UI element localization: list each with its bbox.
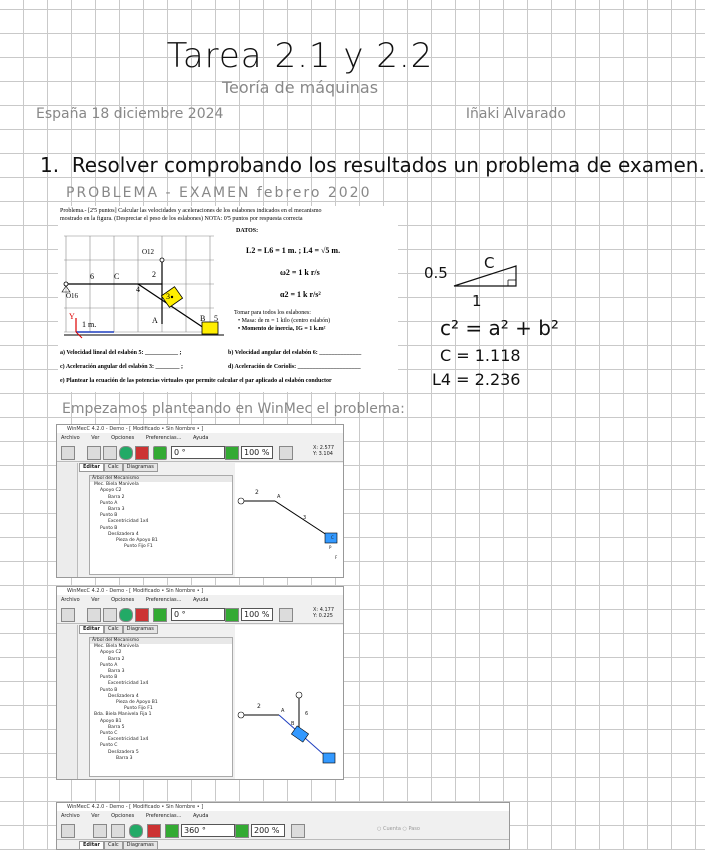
window-title: WinMecC 4.2.0 - Demo - [ Modificado • Sin Nombre • ] <box>57 587 343 595</box>
menu-ver[interactable]: Ver <box>91 435 100 441</box>
tree-item[interactable]: Pieza de Apoyo B1 <box>116 538 158 544</box>
tree-item[interactable]: Mec. Biela Manivela <box>94 482 139 488</box>
tree-item[interactable]: Punto B <box>100 525 118 531</box>
tree-item[interactable]: Pieza de Apoyo B1 <box>116 700 158 706</box>
tree-item[interactable]: Apoyo C2 <box>100 488 122 494</box>
slider-block-5 <box>202 322 218 334</box>
author-name: Iñaki Alvarado <box>465 106 566 122</box>
window-title: WinMecC 4.2.0 - Demo - [ Modificado • Sin Nombre • ] <box>57 803 509 811</box>
tab-diagramas[interactable]: Diagramas <box>123 625 158 634</box>
tree-item[interactable]: Excentricidad 1x4 <box>108 681 149 687</box>
canvas-label-6: 6 <box>305 711 309 717</box>
grid-button[interactable] <box>87 608 101 622</box>
problem-line-2: mostrado en la figura. (Despreciar el peso de los eslabones) NOTA: 0'5 puntos por respuesta correcta <box>60 216 303 222</box>
tree-item[interactable]: Punto A <box>100 500 118 506</box>
tree-item[interactable]: Bda. Biela Manivela Fija 1 <box>94 712 152 718</box>
block-pivot <box>171 296 173 298</box>
datos-label: DATOS: <box>236 228 259 234</box>
toolbar <box>57 605 343 624</box>
canvas-label-c: C <box>331 535 334 540</box>
rotate-left-button[interactable] <box>165 824 179 838</box>
pointer-tool-button[interactable] <box>61 446 75 460</box>
pivot-o16 <box>64 282 68 286</box>
tab-calc[interactable]: Calc <box>104 841 123 850</box>
note-l4-value: L4 = 2.236 <box>432 370 521 389</box>
label-4: 4 <box>136 285 140 294</box>
note-c: C <box>484 254 495 272</box>
run-button[interactable] <box>119 446 133 460</box>
tree-item[interactable]: Punto A <box>100 662 118 668</box>
tree-item[interactable]: Barra 3 <box>108 507 125 513</box>
note-1: 1 <box>472 292 482 310</box>
window-title: WinMecC 4.2.0 - Demo - [ Modificado • Sin Nombre • ] <box>57 425 343 433</box>
canvas-label-a: A <box>281 708 285 714</box>
menu-archivo[interactable]: Archivo <box>61 435 80 441</box>
question-a: a) Velocidad lineal del eslabón 5: ___________ ; <box>60 350 182 356</box>
eq-omega: ω2 = 1 k r/s <box>280 268 320 277</box>
menu-ayuda[interactable]: Ayuda <box>192 813 209 819</box>
menu-ayuda[interactable]: Ayuda <box>192 435 209 441</box>
mass-item: • Masa: de m = 1 kilo (centro eslabón) <box>238 318 331 324</box>
toolbar <box>57 443 343 462</box>
eq-alpha: α2 = 1 k r/s² <box>280 290 321 299</box>
winmec-window-3 <box>56 802 510 850</box>
grid-button[interactable] <box>93 824 107 838</box>
tree-item[interactable]: Barra 3 <box>108 669 125 675</box>
note-05: 0.5 <box>424 264 448 282</box>
grid-button[interactable] <box>87 446 101 460</box>
tab-editar[interactable]: Editar <box>79 463 104 472</box>
menu-opciones[interactable]: Opciones <box>111 597 135 603</box>
tree-item[interactable]: Barra 5 <box>108 724 125 730</box>
rotate-right-button[interactable] <box>235 824 249 838</box>
label-a: A <box>152 316 158 325</box>
rotate-right-button[interactable] <box>225 608 239 622</box>
label-5: 5 <box>214 314 218 323</box>
drawing-canvas[interactable] <box>235 463 343 577</box>
canvas-label-f: F <box>335 555 338 560</box>
menu-preferencias[interactable]: Preferencias... <box>145 813 182 819</box>
canvas-label-p: P <box>329 545 332 550</box>
question-e: e) Plantear la ecuación de las potencias virtuales que permite calcular el par aplicado al eslabón conductor <box>60 378 332 384</box>
tree-item[interactable]: Apoyo B1 <box>100 718 122 724</box>
tree-item[interactable]: Punto B <box>100 513 118 519</box>
label-6: 6 <box>90 272 94 281</box>
tree-item[interactable]: Deslizadera 5 <box>108 749 139 755</box>
tree-item[interactable]: Excentricidad 1x4 <box>108 737 149 743</box>
mechanism-drawing <box>235 625 343 779</box>
tab-editar[interactable]: Editar <box>79 841 104 850</box>
winmec-window-2 <box>56 586 344 780</box>
menu-ver[interactable]: Ver <box>91 597 100 603</box>
inertia-item: • Momento de inercia, IG = 1 k.m² <box>238 326 326 332</box>
mechanism-drawing <box>235 463 343 577</box>
masses-title: Tomar para todos los eslabones: <box>234 310 311 316</box>
label-o16: O16 <box>66 292 79 300</box>
rotate-left-button[interactable] <box>153 446 167 460</box>
tree-item[interactable]: Punto B <box>100 687 118 693</box>
menu-bar <box>57 595 343 605</box>
option-cuenta[interactable]: Cuenta <box>382 826 401 832</box>
run-button[interactable] <box>119 608 133 622</box>
stop-button[interactable] <box>135 608 149 622</box>
angle-input[interactable]: 0 ° <box>171 446 225 459</box>
tree-item[interactable]: Excentricidad 1x4 <box>108 519 149 525</box>
question-b: b) Velocidad angular del eslabón 6: ______________ <box>228 350 362 356</box>
tree-item[interactable]: Mec. Biela Manivela <box>94 644 139 650</box>
printed-problem <box>58 206 398 392</box>
tab-calc[interactable]: Calc <box>104 625 123 634</box>
question-c: c) Aceleración angular del eslabón 3: ________ ; <box>60 364 184 370</box>
tab-strip <box>79 841 158 849</box>
coord-x: X: 2.577 <box>313 445 335 451</box>
page-title: Tarea 2.1 y 2.2 <box>166 36 434 76</box>
problem-line-1: Problema.- [2'5 puntos] Calcular las velocidades y aceleraciones de los eslabones indicados en el mecanismo <box>60 208 322 214</box>
tab-diagramas[interactable]: Diagramas <box>123 841 158 850</box>
camera-button[interactable] <box>279 608 293 622</box>
tree-item[interactable]: Apoyo C2 <box>100 650 122 656</box>
tree-header: Árbol del Mecanismo <box>90 638 232 644</box>
camera-button[interactable] <box>291 824 305 838</box>
canvas-label-3: 3 <box>303 515 307 521</box>
label-y: Y <box>69 312 75 321</box>
rotate-left-button[interactable] <box>153 608 167 622</box>
coord-readout <box>313 445 334 457</box>
coord-y: Y: 3.104 <box>313 451 333 457</box>
tab-editar[interactable]: Editar <box>79 625 104 634</box>
label-o12: O12 <box>142 248 155 256</box>
angle-input[interactable]: 0 ° <box>171 608 225 621</box>
tab-strip <box>79 625 158 633</box>
tree-header: Árbol del Mecanismo <box>90 476 232 482</box>
place-date: España 18 diciembre 2024 <box>36 106 224 122</box>
tree-item[interactable]: Deslizadera 4 <box>108 693 139 699</box>
tree-item[interactable]: Punto B <box>100 675 118 681</box>
canvas-label-2: 2 <box>257 703 261 710</box>
rotate-right-button[interactable] <box>225 446 239 460</box>
zoom-select[interactable]: 100 % <box>241 608 273 621</box>
note-c-value: C = 1.118 <box>440 346 521 365</box>
menu-ver[interactable]: Ver <box>91 813 100 819</box>
menu-ayuda[interactable]: Ayuda <box>192 597 209 603</box>
stop-button[interactable] <box>135 446 149 460</box>
question-1 <box>40 153 705 177</box>
zoom-select[interactable]: 200 % <box>251 824 285 837</box>
toolbar <box>57 821 509 840</box>
tree-item[interactable]: Punto C <box>100 731 118 737</box>
mechanism-tree[interactable] <box>89 475 233 575</box>
menu-opciones[interactable]: Opciones <box>111 813 135 819</box>
tree-item[interactable]: Punto Fijo F1 <box>124 544 153 550</box>
eq-lengths: L2 = L6 = 1 m. ; L4 = √5 m. <box>246 246 341 255</box>
page-subtitle: Teoría de máquinas <box>221 78 379 97</box>
canvas-label-b: B <box>291 721 295 727</box>
coord-x: X: 4.177 <box>313 607 335 613</box>
tool-sidebar[interactable] <box>57 463 78 577</box>
menu-bar <box>57 433 343 443</box>
pointer-tool-button[interactable] <box>61 824 75 838</box>
label-b: B <box>200 314 206 323</box>
tree-item[interactable]: Punto C <box>100 743 118 749</box>
label-1m: 1 m. <box>82 320 97 329</box>
pivot-o12 <box>160 258 164 262</box>
menu-bar <box>57 811 509 821</box>
tree-item[interactable]: Punto Fijo F1 <box>124 706 153 712</box>
problem-tag: PROBLEMA - EXAMEN febrero 2020 <box>66 185 372 201</box>
angle-input[interactable]: 360 ° <box>181 824 235 837</box>
camera-button[interactable] <box>279 446 293 460</box>
menu-archivo[interactable]: Archivo <box>61 813 80 819</box>
option-paso[interactable]: Paso <box>408 826 420 832</box>
menu-preferencias[interactable]: Preferencias... <box>145 435 182 441</box>
drawing-canvas[interactable] <box>235 625 343 779</box>
print-button[interactable] <box>103 446 117 460</box>
pointer-tool-button[interactable] <box>61 608 75 622</box>
canvas-label-a: A <box>277 494 281 500</box>
menu-preferencias[interactable]: Preferencias... <box>145 597 182 603</box>
coord-readout <box>313 607 334 619</box>
tab-calc[interactable]: Calc <box>104 463 123 472</box>
winmec-window-1 <box>56 424 344 578</box>
note-pythagoras: c² = a² + b² <box>440 316 559 340</box>
label-3: 3 <box>166 292 170 301</box>
intro-text: Empezamos planteando en WinMec el problema: <box>62 401 405 417</box>
menu-archivo[interactable]: Archivo <box>61 597 80 603</box>
tab-diagramas[interactable]: Diagramas <box>123 463 158 472</box>
zoom-select[interactable]: 100 % <box>241 446 273 459</box>
mechanism-tree[interactable] <box>89 637 233 777</box>
tab-strip <box>79 463 158 471</box>
print-button[interactable] <box>111 824 125 838</box>
stop-button[interactable] <box>147 824 161 838</box>
question-number: 1. <box>40 153 60 177</box>
tool-sidebar[interactable] <box>57 625 78 779</box>
tree-item[interactable]: Barra 2 <box>108 656 125 662</box>
radio-options: ○ Cuenta ○ Paso <box>377 826 420 832</box>
tree-item[interactable]: Barra 2 <box>108 494 125 500</box>
canvas-label-2: 2 <box>255 489 259 496</box>
run-button[interactable] <box>129 824 143 838</box>
label-2: 2 <box>152 270 156 279</box>
question-text: Resolver comprobando los resultados un problema de examen. <box>71 153 705 177</box>
menu-opciones[interactable]: Opciones <box>111 435 135 441</box>
coord-y: Y: 0.225 <box>313 613 333 619</box>
label-c: C <box>114 272 120 281</box>
print-button[interactable] <box>103 608 117 622</box>
tree-item[interactable]: Deslizadera 4 <box>108 531 139 537</box>
tree-item[interactable]: Barra 3 <box>116 755 133 761</box>
question-d: d) Aceleración de Coriolis: _____________________ <box>228 364 361 370</box>
